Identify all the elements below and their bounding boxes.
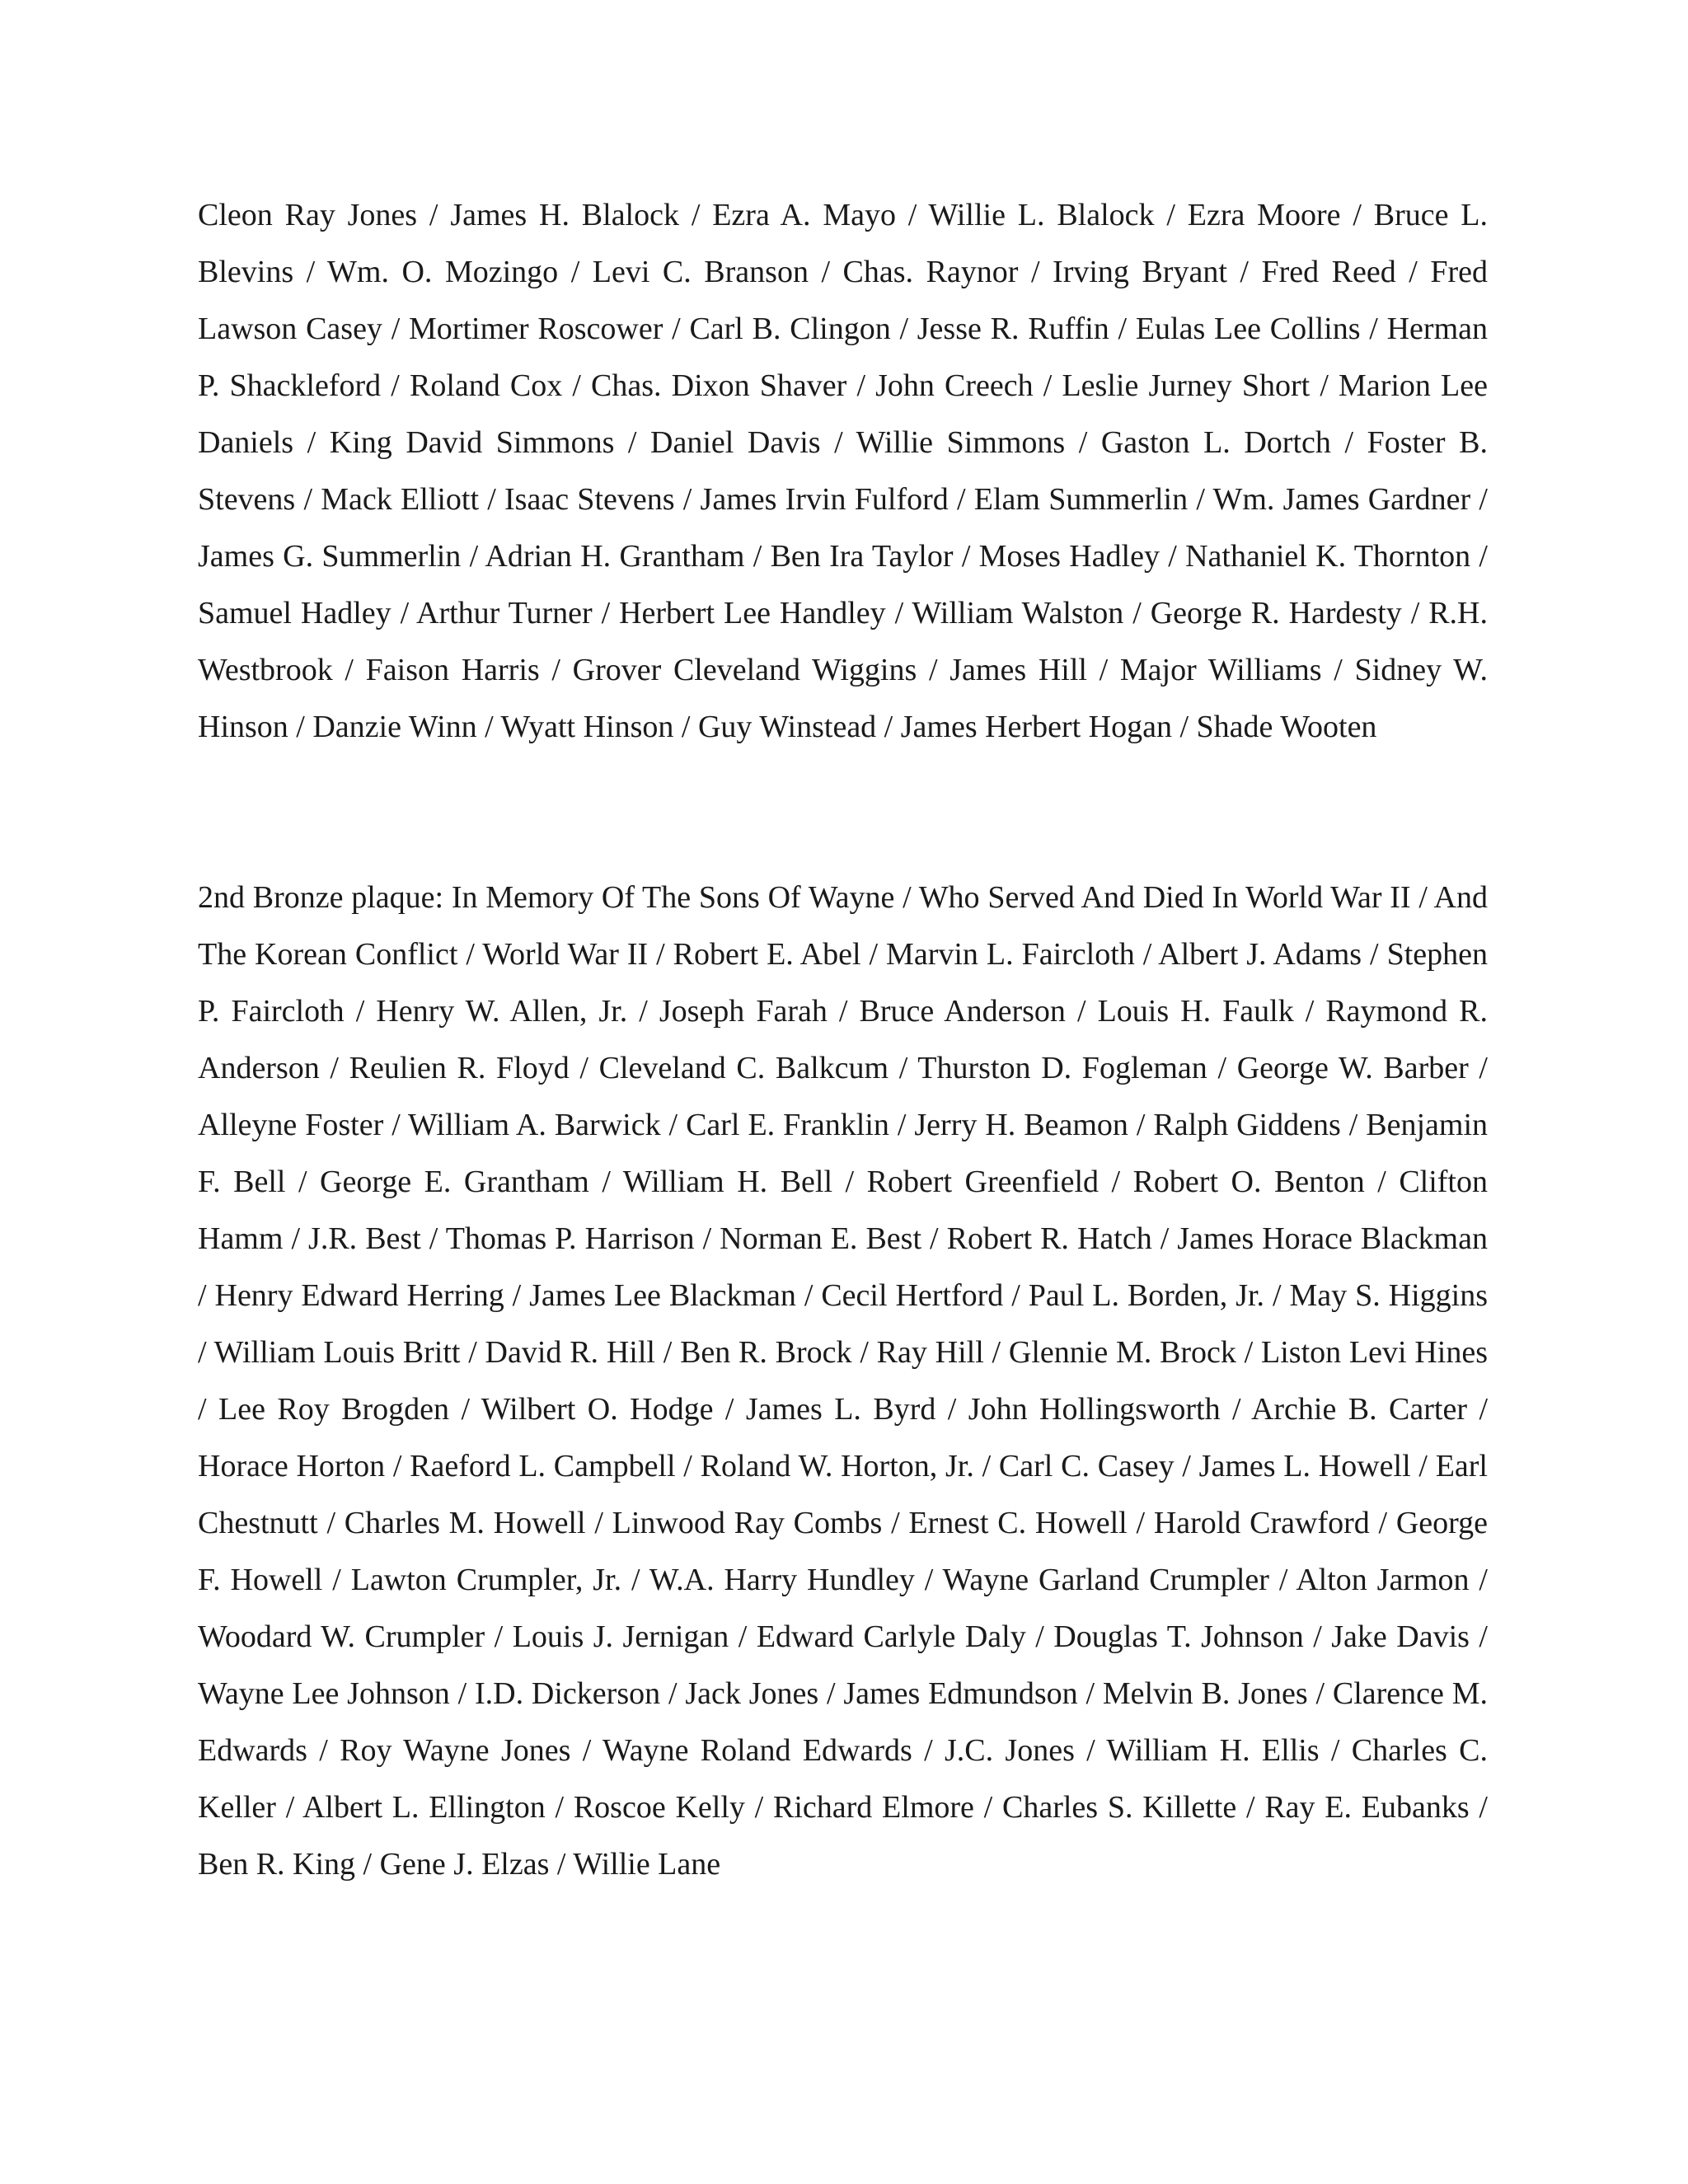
memorial-names-paragraph: Cleon Ray Jones / James H. Blalock / Ezra A. Mayo / Willie L. Blalock / Ezra Moore / Bruce L. Blevins / Wm. O. Mozingo / Levi C. Branson / Chas. Raynor / Irving Bryant / Fred Reed / Fred Lawson Casey / Mortimer Roscower / Carl B. Clingon / Jesse R. Ruffin / Eulas Lee Collins / Herman P. Shackleford / Roland Cox / Chas. Dixon Shaver / John Creech / Leslie Jurney Short / Marion Lee Daniels / King David Simmons / Daniel Davis / Willie Simmons / Gaston L. Dortch / Foster B. Stevens / Mack Elliott / Isaac Stevens / James Irvin Fulford / Elam Summerlin / Wm. James Gardner / James G. Summerlin / Adrian H. Grantham / Ben Ira Taylor / Moses Hadley / Nathaniel K. Thornton / Samuel Hadley / Arthur Turner / Herbert Lee Handley / William Walston / George R. Hardesty / R.H. Westbrook / Faison Harris / Grover Cleveland Wiggins / James Hill / Major Williams / Sidney W. Hinson / Danzie Winn / Wyatt Hinson / Guy Winstead / James Herbert Hogan / Shade Wooten [198, 198, 1488, 744]
second-bronze-plaque-paragraph: 2nd Bronze plaque: In Memory Of The Sons Of Wayne / Who Served And Died In World War II / And The Korean Conflict / World War II / Robert E. Abel / Marvin L. Faircloth / Albert J. Adams / Stephen P. Faircloth / Henry W. Allen, Jr. / Joseph Farah / Bruce Anderson / Louis H. Faulk / Raymond R. Anderson / Reulien R. Floyd / Cleveland C. Balkcum / Thurston D. Fogleman / George W. Barber / Alleyne Foster / William A. Barwick / Carl E. Franklin / Jerry H. Beamon / Ralph Giddens / Benjamin F. Bell / George E. Grantham / William H. Bell / Robert Greenfield / Robert O. Benton / Clifton Hamm / J.R. Best / Thomas P. Harrison / Norman E. Best / Robert R. Hatch / James Horace Blackman / Henry Edward Herring / James Lee Blackman / Cecil Hertford / Paul L. Borden, Jr. / May S. Higgins / William Louis Britt / David R. Hill / Ben R. Brock / Ray Hill / Glennie M. Brock / Liston Levi Hines / Lee Roy Brogden / Wilbert O. Hodge / James L. Byrd / John Hollingsworth / Archie B. Carter / Horace Horton / Raeford L. Campbell / Roland W. Horton, Jr. / Carl C. Casey / James L. Howell / Earl Chestnutt / Charles M. Howell / Linwood Ray Combs / Ernest C. Howell / Harold Crawford / George F. Howell / Lawton Crumpler, Jr. / W.A. Harry Hundley / Wayne Garland Crumpler / Alton Jarmon / Woodard W. Crumpler / Louis J. Jernigan / Edward Carlyle Daly / Douglas T. Johnson / Jake Davis / Wayne Lee Johnson / I.D. Dickerson / Jack Jones / James Edmundson / Melvin B. Jones / Clarence M. Edwards / Roy Wayne Jones / Wayne Roland Edwards / J.C. Jones / William H. Ellis / Charles C. Keller / Albert L. Ellington / Roscoe Kelly / Richard Elmore / Charles S. Killette / Ray E. Eubanks / Ben R. King / Gene J. Elzas / Willie Lane [198, 880, 1488, 1882]
